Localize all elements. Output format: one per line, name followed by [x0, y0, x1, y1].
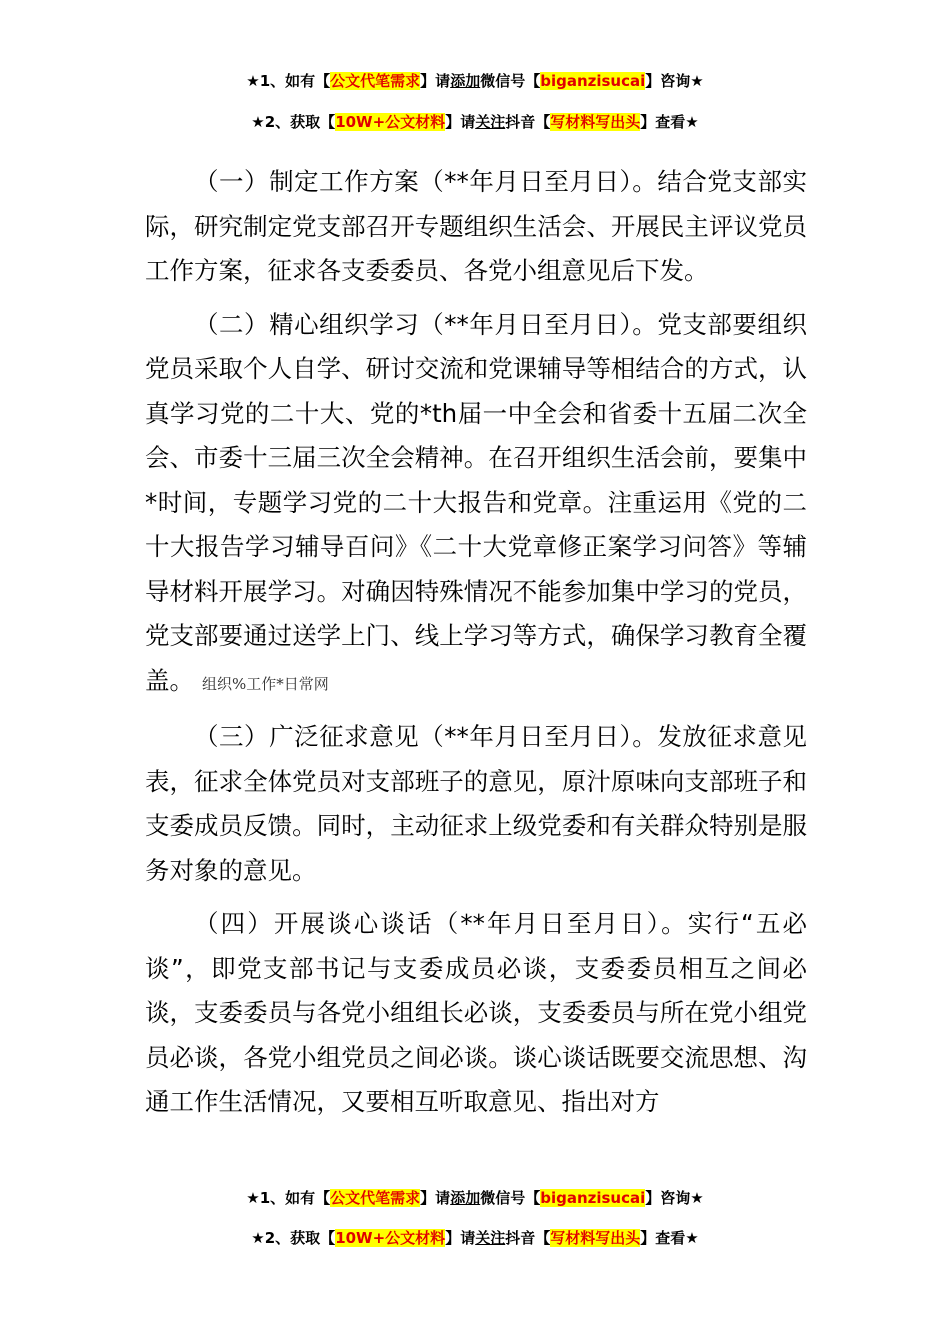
banner-highlight: biganzisucai [540, 1189, 646, 1207]
banner-text: 】查看★ [640, 113, 699, 131]
banner-text: 微信号【 [480, 1189, 541, 1207]
paragraph-2 [145, 303, 807, 707]
footer-banner-line-1 [0, 1187, 950, 1209]
banner-highlight: 写材料写出头 [550, 1229, 641, 1247]
banner-underlined: 关注 [475, 113, 506, 131]
header-banner-line-2 [0, 111, 950, 133]
banner-highlight: 10W+公文材料 [335, 113, 446, 131]
paragraph-1: （一）制定工作方案（**年月日至月日）。结合党支部实际，研究制定党支部召开专题组织生活会、开展民主评议党员工作方案，征求各支委委员、各党小组意见后下发。 [145, 167, 807, 285]
banner-text: 】咨询★ [645, 1189, 704, 1207]
banner-text: 抖音【 [505, 1229, 551, 1247]
paragraph-2-text: （二）精心组织学习（**年月日至月日）。党支部要组织党员采取个人自学、研讨交流和党课辅导等相结合的方式，认真学习党的二十大、党的*th届一中全会和省委十五届二次全会、市委十三届三次全会精神。在召开组织生活会前，要集中*时间，专题学习党的二十大报告和党章。注重运用《党的二十大报告学习辅导百问》《二十大党章修正案学习问答》等辅导材料开展学习。对确因特殊情况不能参加集中学习的党员，党支部要通过送学上门、线上学习等方式，确保学习教育全覆盖。 [145, 309, 807, 695]
document-body [145, 160, 807, 1134]
banner-text: 】请 [420, 72, 451, 90]
banner-highlight: 公文代笔需求 [330, 72, 421, 90]
banner-text: 】查看★ [640, 1229, 699, 1247]
banner-text: ★1、如有【 [246, 72, 331, 90]
banner-underlined: 关注 [475, 1229, 506, 1247]
banner-text: ★2、获取【 [251, 1229, 336, 1247]
banner-text: 】咨询★ [645, 72, 704, 90]
paragraph-3: （三）广泛征求意见（**年月日至月日）。发放征求意见表，征求全体党员对支部班子的意见，原汁原味向支部班子和支委成员反馈。同时，主动征求上级党委和有关群众特别是服务对象的意见。 [145, 722, 807, 885]
banner-text: 】请 [445, 1229, 476, 1247]
banner-text: 】请 [445, 113, 476, 131]
paragraph-4: （四）开展谈心谈话（**年月日至月日）。实行“五必谈”，即党支部书记与支委成员必谈，支委委员相互之间必谈，支委委员与各党小组组长必谈，支委委员与所在党小组党员必谈，各党小组党员之间必谈。谈心谈话既要交流思想、沟通工作生活情况，又要相互听取意见、指出对方 [145, 909, 807, 1116]
banner-text: 微信号【 [480, 72, 541, 90]
banner-text: ★2、获取【 [251, 113, 336, 131]
banner-underlined: 添加 [450, 72, 481, 90]
banner-text: ★1、如有【 [246, 1189, 331, 1207]
header-banner-line-1 [0, 70, 950, 92]
banner-highlight: biganzisucai [540, 72, 646, 90]
inline-note: 组织%工作*日常网 [202, 674, 329, 693]
banner-text: 抖音【 [505, 113, 551, 131]
banner-highlight: 10W+公文材料 [335, 1229, 446, 1247]
banner-text: 】请 [420, 1189, 451, 1207]
footer-banner-line-2 [0, 1227, 950, 1249]
banner-highlight: 公文代笔需求 [330, 1189, 421, 1207]
banner-underlined: 添加 [450, 1189, 481, 1207]
banner-highlight: 写材料写出头 [550, 113, 641, 131]
